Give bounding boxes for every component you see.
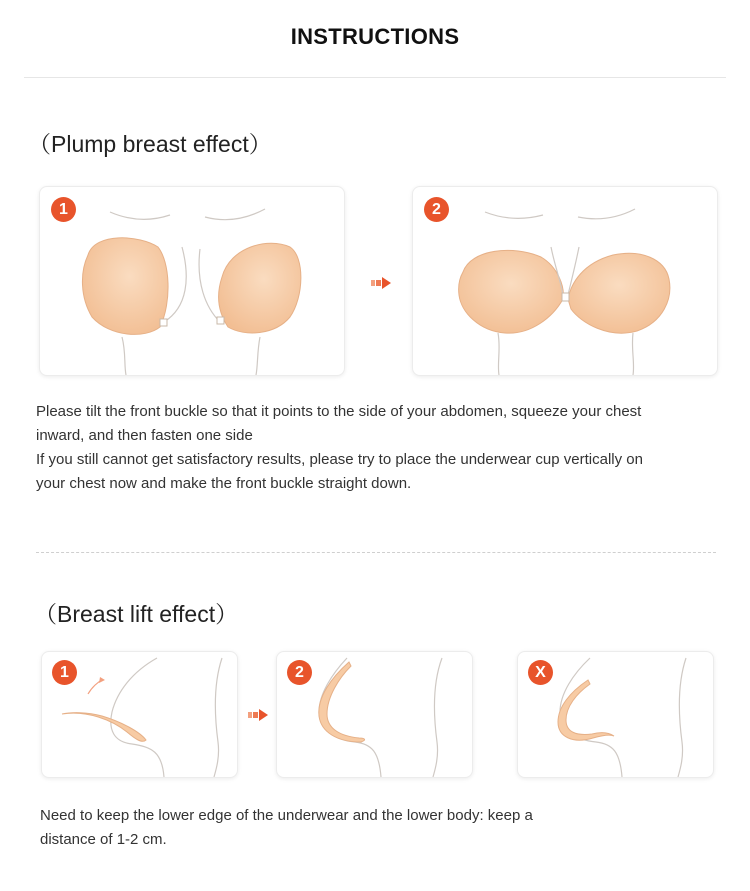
page-title: INSTRUCTIONS [290,24,460,49]
section1-description [36,400,643,496]
arrow-right-icon [371,276,393,290]
text-line: Please tilt the front buckle so that it points to the side of your abdomen, squeeze your chest [36,403,642,420]
lift-step1-panel [41,651,238,778]
text-line: inward, and then fasten one side [36,427,253,444]
lift-badge-2: 2 [287,660,312,685]
lift-step2-panel [276,651,473,778]
section2-description [40,804,533,852]
step-badge-1: 1 [51,197,76,222]
plump-step2-illustration [413,187,717,375]
lift-wrong-panel [517,651,714,778]
text-line: distance of 1-2 cm. [40,831,167,848]
section2-heading: （Breast lift effect） [34,601,239,627]
text-line: your chest now and make the front buckle straight down. [36,475,412,492]
text-line: If you still cannot get satisfactory results, please try to place the underwear cup vertically on [36,451,643,468]
section-divider [36,552,716,553]
wrong-badge: X [528,660,553,685]
plump-step2-panel [412,186,718,376]
plump-step1-illustration [40,187,344,375]
title-divider [24,77,726,78]
section1-heading: （Plump breast effect） [28,131,272,157]
lift-badge-1: 1 [52,660,77,685]
text-line: Need to keep the lower edge of the underwear and the lower body: keep a [40,807,533,824]
plump-step1-panel [39,186,345,376]
step-badge-2: 2 [424,197,449,222]
arrow-right-icon [248,708,270,722]
